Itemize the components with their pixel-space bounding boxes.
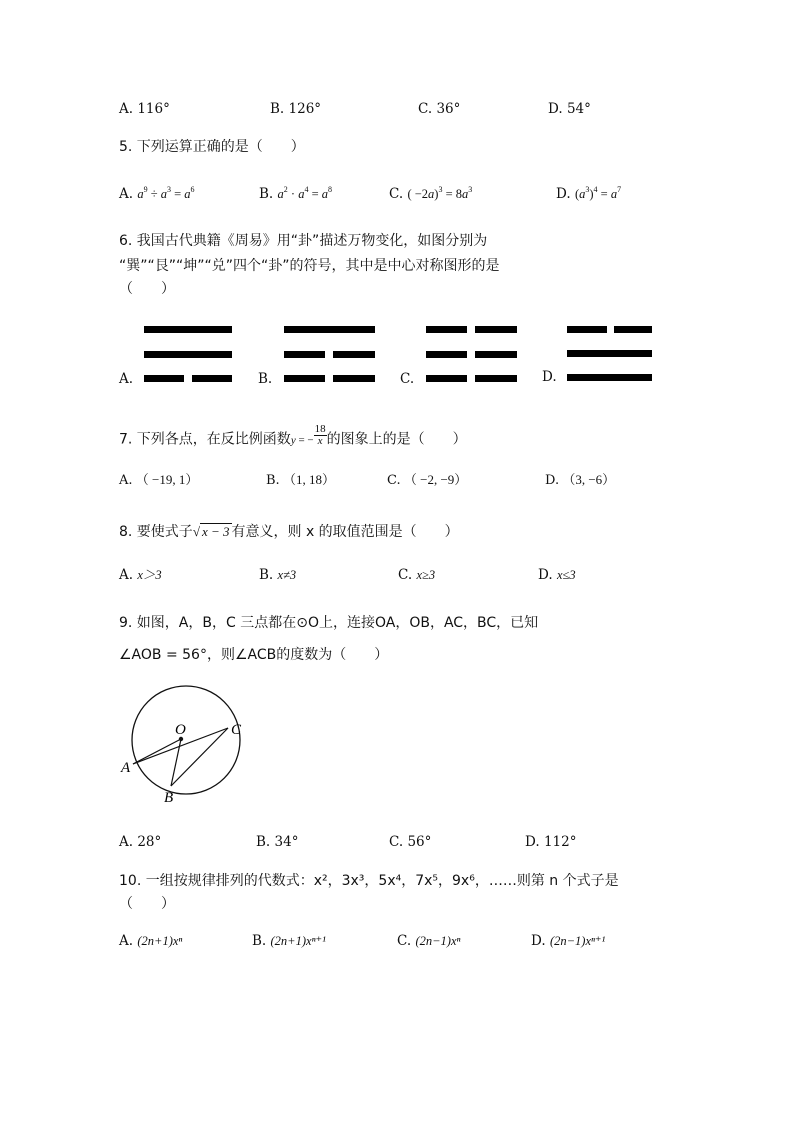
trigram-line <box>144 375 184 382</box>
q5-option-d: D. $(a^3)^4 = a^7$ <box>556 185 622 202</box>
q10-stem-line1: 10. 一组按规律排列的代数式：x²，3x³，5x⁴，7x⁵，9x⁶，……则第 n 个式子是 <box>119 873 619 889</box>
q10-option-c: C. (2n−1)xⁿ <box>397 933 461 949</box>
trigram-line <box>614 326 652 333</box>
q6-stem-line2: “巽”“艮”“坤”“兑”四个“卦”的符号，其中是中心对称图形的是 <box>119 258 500 274</box>
trigram-line <box>475 375 517 382</box>
trigram-line <box>284 375 325 382</box>
trigram-line <box>144 326 232 333</box>
q7-option-c: C. （ −2, −9） <box>387 472 468 488</box>
q6-stem-line3: （ ） <box>119 281 175 297</box>
q8-stem: 8. 要使式子√ x − 3 有意义，则 x 的取值范围是（ ） <box>119 524 459 540</box>
q9-stem-line2: ∠AOB = 56°，则∠ACB的度数为（ ） <box>119 647 389 663</box>
q8-option-a: A. x＞3 <box>119 567 162 583</box>
segment-oa <box>133 739 181 764</box>
q4-option-c: C. 36° <box>418 101 461 117</box>
circle-figure <box>110 680 270 810</box>
trigram-line <box>192 375 232 382</box>
trigram-line <box>333 351 375 358</box>
q9-option-b: B. 34° <box>256 834 299 850</box>
q6-option-a-letter: A. <box>119 371 134 387</box>
trigram-line <box>426 326 467 333</box>
q6-option-b-letter: B. <box>258 371 273 387</box>
q10-stem-line2: （ ） <box>119 896 175 912</box>
q4-option-b: B. 126° <box>270 101 322 117</box>
q5-stem: 5. 下列运算正确的是（ ） <box>119 139 305 155</box>
trigram-line <box>144 351 232 358</box>
q10-option-a: A. (2n+1)xⁿ <box>119 933 183 949</box>
q6-stem-line1: 6. 我国古代典籍《周易》用“卦”描述万物变化，如图分别为 <box>119 233 488 249</box>
q6-option-c-letter: C. <box>400 371 415 387</box>
q4-option-a: A. 116° <box>119 101 170 117</box>
circle-o <box>132 686 240 794</box>
q9-option-d: D. 112° <box>525 834 577 850</box>
q8-option-c: C. x≥3 <box>398 567 436 583</box>
q9-option-a: A. 28° <box>119 834 162 850</box>
trigram-line <box>567 326 607 333</box>
trigram-line <box>333 375 375 382</box>
trigram-line <box>567 350 652 357</box>
trigram-line <box>426 375 467 382</box>
q10-option-b: B. (2n+1)xⁿ⁺¹ <box>252 933 326 949</box>
label-a: A <box>121 760 131 776</box>
q9-stem-line1: 9. 如图，A，B，C 三点都在⊙O上，连接OA，OB，AC，BC，已知 <box>119 615 539 631</box>
q10-option-d: D. (2n−1)xⁿ⁺¹ <box>531 933 606 949</box>
q7-option-b: B. （1, 18） <box>266 472 335 488</box>
label-o: O <box>175 722 186 738</box>
trigram-line <box>475 351 517 358</box>
q5-option-c: C. ( $-2a)^3 = 8a^3$ <box>389 185 473 202</box>
q5-option-b: B. $a^2 \cdot a^4 = a^8$ <box>259 185 332 202</box>
q5-option-a: A. $a^9 \div a^3 = a^6$ <box>119 185 195 202</box>
trigram-line <box>426 351 467 358</box>
q6-option-d-letter: D. <box>542 369 557 385</box>
q7-option-d: D. （3, −6） <box>545 472 616 488</box>
trigram-line <box>284 326 375 333</box>
trigram-line <box>475 326 517 333</box>
q4-option-d: D. 54° <box>548 101 591 117</box>
q9-option-c: C. 56° <box>389 834 432 850</box>
q7-option-a: A. （ −19, 1） <box>119 472 199 488</box>
trigram-line <box>284 351 325 358</box>
q8-option-d: D. x≤3 <box>538 567 576 583</box>
q8-option-b: B. x≠3 <box>259 567 297 583</box>
label-b: B <box>164 790 174 806</box>
q7-stem: 7. 下列各点，在反比例函数y = − $\frac{18}{x}$ 的图象上的是（ ） <box>119 423 467 448</box>
trigram-line <box>567 374 652 381</box>
label-c: C <box>231 722 242 738</box>
